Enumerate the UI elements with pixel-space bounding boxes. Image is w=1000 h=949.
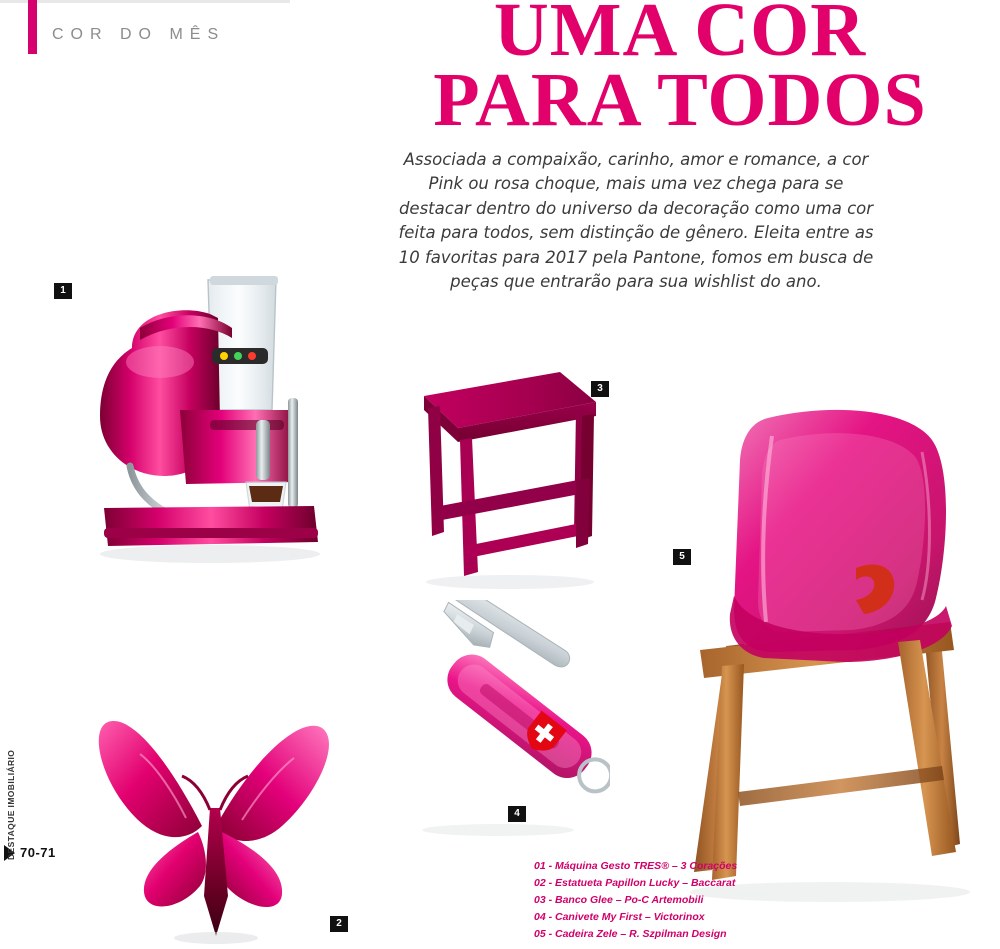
caption-item-4: 04 - Canivete My First – Victorinox xyxy=(534,911,705,923)
product-image-coffee-machine xyxy=(60,270,360,590)
badge-product-1: 1 xyxy=(54,283,72,299)
caption-item-5: 05 - Cadeira Zele – R. Szpilman Design xyxy=(534,928,727,940)
badge-product-4: 4 xyxy=(508,806,526,822)
page-title xyxy=(380,0,980,142)
product-image-butterfly-statuette xyxy=(70,700,360,945)
publication-name: DESTAQUE IMOBILIÁRIO xyxy=(6,749,16,860)
caption-item-1: 01 - Máquina Gesto TRES® – 3 Corações xyxy=(534,860,738,872)
badge-product-3: 3 xyxy=(591,381,609,397)
caption-item-2: 02 - Estatueta Papillon Lucky – Baccarat xyxy=(534,877,736,889)
section-kicker xyxy=(0,0,290,74)
page-folio: 70-71 xyxy=(20,845,56,860)
kicker-tab-marker xyxy=(28,0,37,54)
publication-margin-label xyxy=(6,749,28,949)
product-image-chair xyxy=(660,400,990,920)
page-title-line-2: PARA TODOS xyxy=(433,57,927,142)
kicker-label: COR DO MÊS xyxy=(52,26,226,43)
caption-list xyxy=(534,858,864,943)
badge-product-5: 5 xyxy=(673,549,691,565)
kicker-rule xyxy=(0,0,290,3)
product-image-stool xyxy=(400,360,615,595)
standfirst-paragraph: Associada a compaixão, carinho, amor e romance, a cor Pink ou rosa choque, mais uma vez chega para se destacar dentro do universo da decoração como uma cor feita para todos, sem distinção de gênero. Eleita entre as 10 favoritas para 2017 pela Pantone, fomos em busca de peças que entrarão para sua wishlist do ano. xyxy=(398,150,874,292)
product-image-pocket-knife xyxy=(380,600,610,840)
page-title-line-1: UMA COR xyxy=(493,0,867,72)
badge-product-2: 2 xyxy=(330,916,348,932)
caption-item-3: 03 - Banco Glee – Po-C Artemobili xyxy=(534,894,704,906)
